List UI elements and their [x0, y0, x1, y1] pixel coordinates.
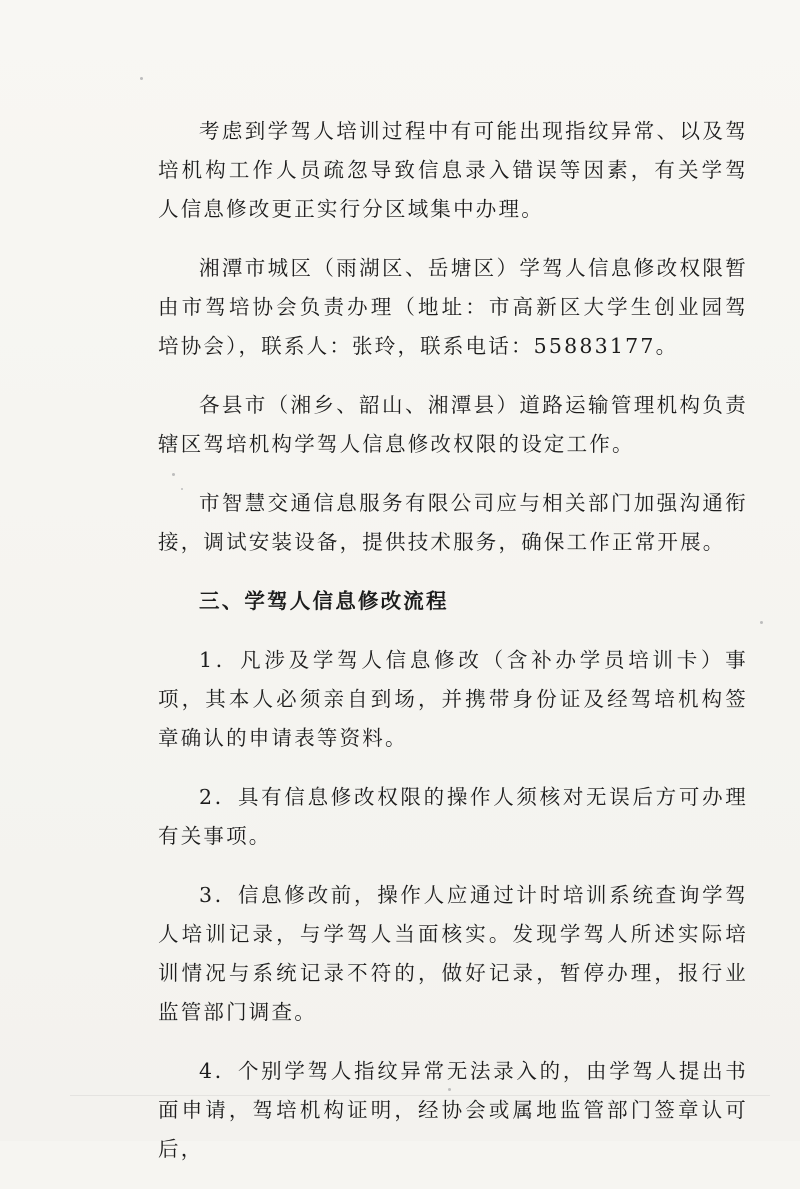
procedure-item: 3．信息修改前，操作人应通过计时培训系统查询学驾人培训记录，与学驾人当面核实。发现学驾人所述实际培训情况与系统记录不符的，做好记录，暂停办理，报行业监管部门调查。	[158, 883, 748, 1024]
page-edge-line	[70, 1095, 770, 1096]
section-heading: 三、学驾人信息修改流程	[199, 589, 449, 613]
paragraph-county-authority: 各县市（湘乡、韶山、湘潭县）道路运输管理机构负责辖区驾培机构学驾人信息修改权限的设定工作。	[158, 393, 748, 456]
procedure-item: 2．具有信息修改权限的操作人须核对无误后方可办理有关事项。	[158, 785, 748, 848]
document-body	[158, 112, 748, 1189]
paragraph-tech-support: 市智慧交通信息服务有限公司应与相关部门加强沟通衔接，调试安装设备，提供技术服务，确保工作正常开展。	[158, 491, 748, 554]
scan-speck	[760, 621, 763, 624]
paragraph-fingerprint-consideration: 考虑到学驾人培训过程中有可能出现指纹异常、以及驾培机构工作人员疏忽导致信息录入错误等因素，有关学驾人信息修改更正实行分区域集中办理。	[158, 119, 748, 221]
procedure-item: 4．个别学驾人指纹异常无法录入的，由学驾人提出书面申请，驾培机构证明，经协会或属地监管部门签章认可后，	[158, 1059, 748, 1161]
paragraph-city-district-contact: 湘潭市城区（雨湖区、岳塘区）学驾人信息修改权限暂由市驾培协会负责办理（地址：市高新区大学生创业园驾培协会），联系人：张玲，联系电话：55883177。	[158, 256, 748, 358]
scan-speck	[140, 77, 143, 80]
procedure-item: 1．凡涉及学驾人信息修改（含补办学员培训卡）事项，其本人必须亲自到场，并携带身份证及经驾培机构签章确认的申请表等资料。	[158, 648, 748, 750]
